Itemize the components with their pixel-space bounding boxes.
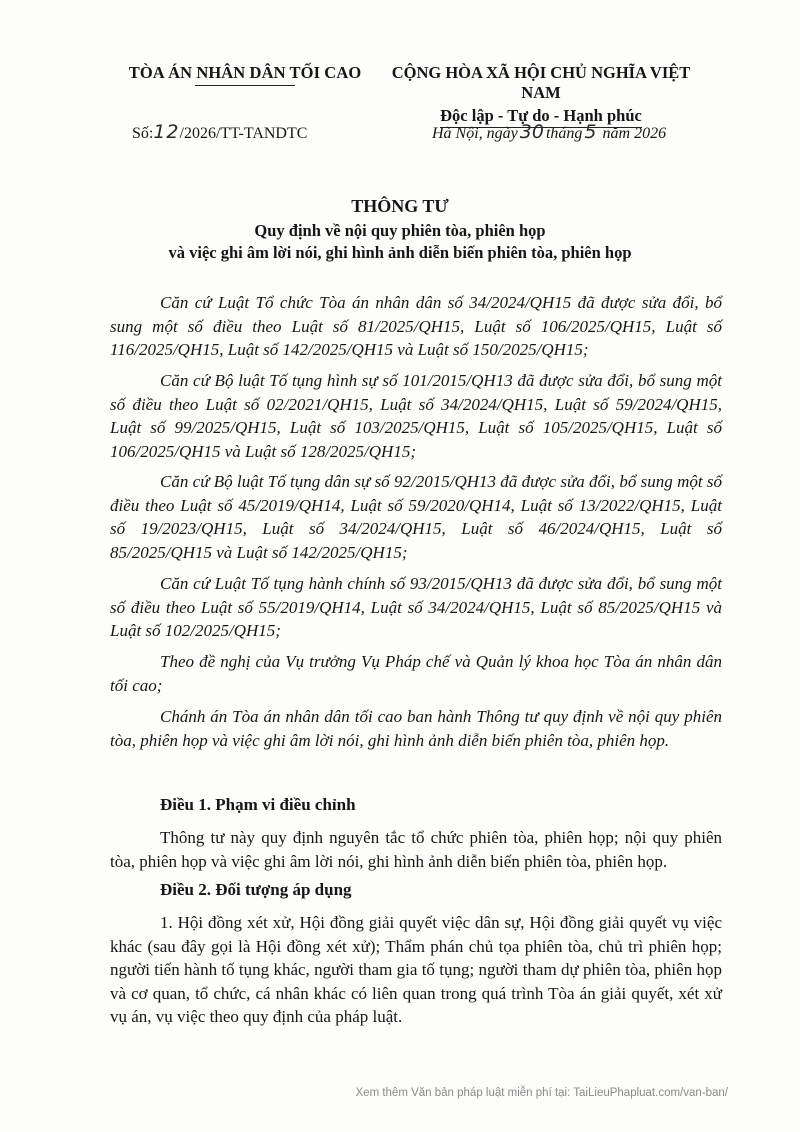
issuer-block (116, 63, 374, 86)
handwritten-number: 12 (153, 121, 180, 143)
document-number (132, 121, 307, 143)
preamble-paragraph: Căn cứ Luật Tổ chức Tòa án nhân dân số 34/2024/QH15 đã được sửa đổi, bổ sung một số điều theo Luật số 81/2025/QH15, Luật số 106/2025/QH15, Luật số 116/2025/QH15, Luật số 142/2025/QH15 và Luật số 150/2025/QH15; (110, 293, 722, 359)
article-heading: Điều 2. Đối tượng áp dụng (160, 880, 352, 899)
document-subject-line-2: và việc ghi âm lời nói, ghi hình ảnh diễn biến phiên tòa, phiên họp (168, 243, 632, 262)
number-prefix: Số: (132, 125, 154, 142)
issuer-underline (195, 85, 295, 86)
issue-date (432, 121, 666, 143)
document-type: THÔNG TƯ (351, 196, 449, 216)
preamble-paragraph: Căn cứ Luật Tố tụng hành chính số 93/2015/QH13 đã được sửa đổi, bổ sung một số điều theo Luật số 55/2019/QH14, Luật số 34/2024/QH15, Luật số 85/2025/QH15 và Luật số 102/2025/QH15; (110, 574, 722, 640)
country-name: CỘNG HÒA XÃ HỘI CHỦ NGHĨA VIỆT NAM (391, 63, 691, 102)
date-place: Hà Nội, ngày (432, 125, 518, 142)
document-subject-line-1: Quy định về nội quy phiên tòa, phiên họp (254, 221, 546, 240)
national-header (376, 63, 706, 128)
month-label: tháng (545, 125, 583, 142)
number-suffix: /2026/TT-TANDTC (179, 125, 308, 142)
footer-note: Xem thêm Văn bản pháp luật miễn phí tại: TaiLieuPhapluat.com/van-ban/ (355, 1087, 728, 1099)
issuer-name: TÒA ÁN NHÂN DÂN TỐI CAO (128, 63, 362, 82)
preamble-paragraph: Căn cứ Bộ luật Tố tụng hình sự số 101/2015/QH13 đã được sửa đổi, bổ sung một số điều theo Luật số 02/2021/QH15, Luật số 34/2024/QH15, Luật số 59/2024/QH15, Luật số 99/2025/QH15, Luật số 103/2025/QH15, Luật số 105/2025/QH15, Luật số 106/2025/QH15 và Luật số 128/2025/QH15; (110, 371, 722, 461)
preamble-paragraph: Căn cứ Bộ luật Tố tụng dân sự số 92/2015/QH13 đã được sửa đổi, bổ sung một số điều theo Luật số 45/2019/QH14, Luật số 59/2020/QH14, Luật số 13/2022/QH15, Luật số 19/2023/QH15, Luật số 34/2024/QH15, Luật số 46/2024/QH15, Luật số 85/2025/QH15 và Luật số 142/2025/QH15; (110, 472, 722, 562)
year-label: năm 2026 (602, 125, 667, 142)
preamble-paragraph: Theo đề nghị của Vụ trưởng Vụ Pháp chế và Quản lý khoa học Tòa án nhân dân tối cao; (110, 652, 722, 695)
article-heading: Điều 1. Phạm vi điều chỉnh (160, 795, 356, 814)
preamble-paragraph: Chánh án Tòa án nhân dân tối cao ban hành Thông tư quy định về nội quy phiên tòa, phiên họp và việc ghi âm lời nói, ghi hình ảnh diễn biến phiên tòa, phiên họp. (110, 707, 722, 750)
national-motto: Độc lập - Tự do - Hạnh phúc (440, 106, 642, 128)
article-body: Thông tư này quy định nguyên tắc tổ chức phiên tòa, phiên họp; nội quy phiên tòa, phiên họp và việc ghi âm lời nói, ghi hình ảnh diễn biến phiên tòa, phiên họp. (110, 828, 722, 871)
handwritten-month: 5 (584, 121, 597, 143)
article-body: 1. Hội đồng xét xử, Hội đồng giải quyết việc dân sự, Hội đồng giải quyết vụ việc khác (sau đây gọi là Hội đồng xét xử); Thẩm phán chủ tọa phiên tòa, chủ trì phiên họp; người tiến hành tố tụng khác, người tham gia tố tụng; người tham dự phiên tòa, phiên họp và cơ quan, tổ chức, cá nhân khác có liên quan trong quá trình Tòa án giải quyết, xét xử vụ án, vụ việc theo quy định của pháp luật. (110, 913, 722, 1026)
handwritten-day: 30 (519, 121, 544, 143)
